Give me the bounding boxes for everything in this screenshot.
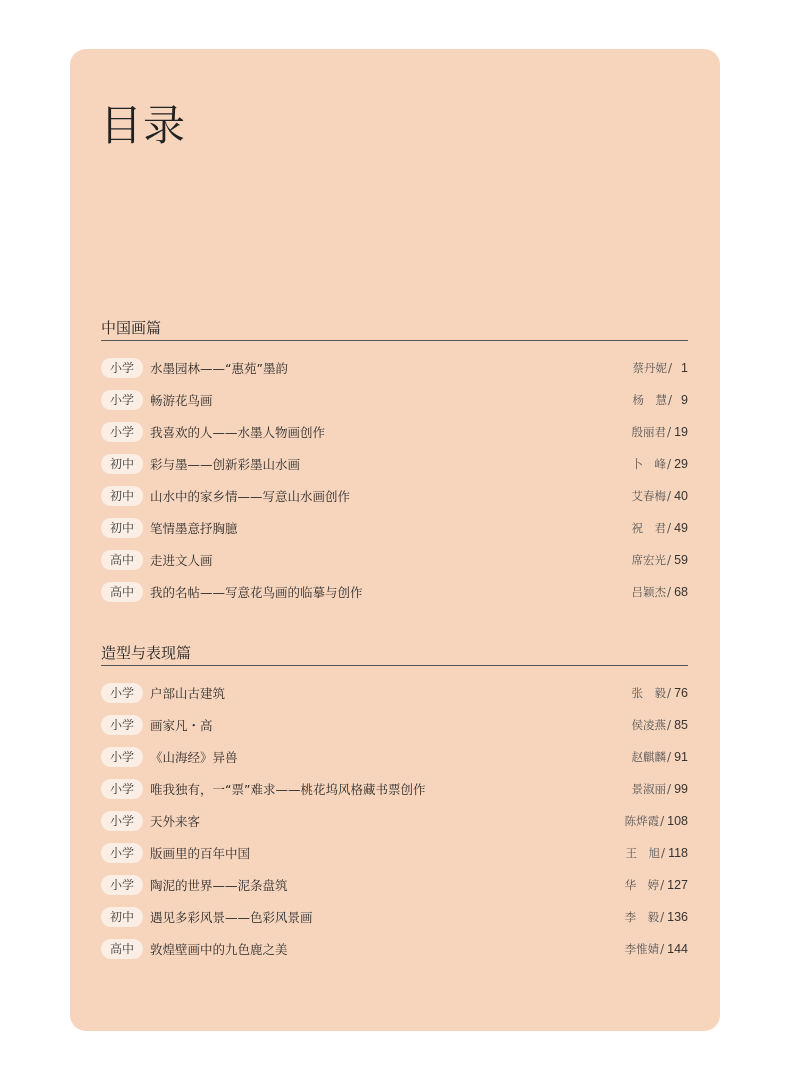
level-badge: 小学 [101,843,143,863]
entry-author: 殷丽君 [631,425,667,439]
entry-page-number: 99 [674,782,688,796]
entry-page-number: 91 [674,750,688,764]
entry-author: 祝 君 [631,521,667,535]
entry-author: 吕颖杰 [631,585,667,599]
entry-meta [625,909,688,925]
entry-meta [632,488,688,504]
separator-slash: / [667,425,672,439]
separator-slash: / [667,782,672,796]
toc-entry[interactable] [101,869,688,901]
toc-entry[interactable] [101,741,688,773]
separator-slash: / [667,553,672,567]
level-badge: 小学 [101,747,143,767]
entry-author: 赵麒麟 [631,750,667,764]
level-badge: 小学 [101,390,143,410]
separator-slash: / [660,942,665,956]
entry-title: 我的名帖——写意花鸟画的临摹与创作 [150,585,363,600]
entry-meta [632,781,688,797]
level-badge: 小学 [101,779,143,799]
entry-page-number: 29 [674,457,688,471]
separator-slash: / [660,878,665,892]
entry-page-number: 127 [667,878,688,892]
entry-title: 山水中的家乡情——写意山水画创作 [150,489,351,504]
entry-title: 走进文人画 [150,553,213,568]
entry-author: 陈烨霞 [624,814,660,828]
entry-page-number: 118 [668,846,688,860]
entry-title: 版画里的百年中国 [150,846,251,861]
toc-entry[interactable] [101,576,688,608]
separator-slash: / [667,585,672,599]
entry-list [101,677,688,965]
entry-author: 卜 峰 [631,457,667,471]
toc-entry[interactable] [101,544,688,576]
level-badge: 小学 [101,715,143,735]
section-title: 中国画篇 [101,318,688,341]
toc-entry[interactable] [101,933,688,965]
entry-author: 张 毅 [631,686,667,700]
entry-author: 席宏光 [631,553,667,567]
entry-author: 华 婷 [624,878,660,892]
entry-author: 艾春梅 [631,489,667,503]
entry-page-number: 49 [674,521,688,535]
entry-title: 畅游花鸟画 [150,393,213,408]
entry-author: 李惟婧 [624,942,660,956]
separator-slash: / [667,686,672,700]
entry-author: 蔡丹妮 [632,361,667,375]
entry-title: 《山海经》异兽 [150,750,238,765]
entry-meta [625,877,688,893]
entry-meta [632,584,688,600]
entry-title: 我喜欢的人——水墨人物画创作 [150,425,326,440]
entry-title: 水墨园林——“惠苑”墨韵 [150,361,288,376]
entry-title: 遇见多彩风景——色彩风景画 [150,910,313,925]
level-badge: 小学 [101,422,143,442]
entry-title: 笔情墨意抒胸臆 [150,521,238,536]
level-badge: 小学 [101,875,143,895]
entry-meta [632,456,688,472]
level-badge: 初中 [101,454,143,474]
entry-meta [632,520,688,536]
level-badge: 小学 [101,683,143,703]
separator-slash: / [667,718,672,732]
toc-entry[interactable] [101,512,688,544]
separator-slash: / [667,489,672,503]
toc-entry[interactable] [101,480,688,512]
entry-page-number: 144 [667,942,688,956]
entry-title: 彩与墨——创新彩墨山水画 [150,457,301,472]
entry-author: 李 毅 [624,910,660,924]
level-badge: 小学 [101,358,143,378]
separator-slash: / [668,393,673,407]
toc-entry[interactable] [101,448,688,480]
entry-title: 敦煌壁画中的九色鹿之美 [150,942,288,957]
entry-page-number: 59 [674,553,688,567]
section-chinese-painting [101,318,688,608]
entry-page-number: 136 [667,910,688,924]
section-modeling-expression [101,643,688,965]
level-badge: 小学 [101,811,143,831]
entry-meta [625,813,688,829]
level-badge: 初中 [101,486,143,506]
page-title: 目录 [100,101,187,150]
entry-meta [632,685,688,701]
entry-author: 杨 慧 [632,393,667,407]
toc-entry[interactable] [101,837,688,869]
separator-slash: / [668,361,673,375]
separator-slash: / [667,457,672,471]
entry-meta [633,392,689,408]
entry-title: 画家凡・高 [150,718,213,733]
toc-entry[interactable] [101,352,688,384]
level-badge: 初中 [101,518,143,538]
entry-title: 陶泥的世界——泥条盘筑 [150,878,288,893]
toc-entry[interactable] [101,805,688,837]
entry-meta [632,424,688,440]
separator-slash: / [667,750,672,764]
toc-entry[interactable] [101,901,688,933]
entry-page-number: 76 [674,686,688,700]
toc-entry[interactable] [101,384,688,416]
entry-page-number: 85 [674,718,688,732]
separator-slash: / [661,846,666,860]
toc-entry[interactable] [101,773,688,805]
separator-slash: / [667,521,672,535]
entry-page-number: 40 [674,489,688,503]
entry-list [101,352,688,608]
entry-page-number: 68 [674,585,688,599]
separator-slash: / [660,814,665,828]
entry-meta [632,552,688,568]
entry-title: 户部山古建筑 [150,686,226,701]
entry-author: 侯凌燕 [631,718,667,732]
section-title: 造型与表现篇 [101,643,688,666]
entry-meta [625,941,688,957]
toc-entry[interactable] [101,677,688,709]
toc-entry[interactable] [101,709,688,741]
entry-author: 王 旭 [625,846,661,860]
entry-page-number: 9 [681,393,688,407]
level-badge: 初中 [101,907,143,927]
entry-meta [626,845,688,861]
toc-entry[interactable] [101,416,688,448]
separator-slash: / [660,910,665,924]
entry-meta [632,749,688,765]
entry-meta [632,717,688,733]
entry-title: 唯我独有，一“票”难求——桃花坞风格藏书票创作 [150,782,426,797]
entry-meta [633,360,689,376]
entry-page-number: 1 [681,361,688,375]
level-badge: 高中 [101,582,143,602]
level-badge: 高中 [101,550,143,570]
level-badge: 高中 [101,939,143,959]
entry-title: 天外来客 [150,814,201,829]
entry-page-number: 19 [674,425,688,439]
entry-page-number: 108 [667,814,688,828]
entry-author: 景淑丽 [631,782,667,796]
